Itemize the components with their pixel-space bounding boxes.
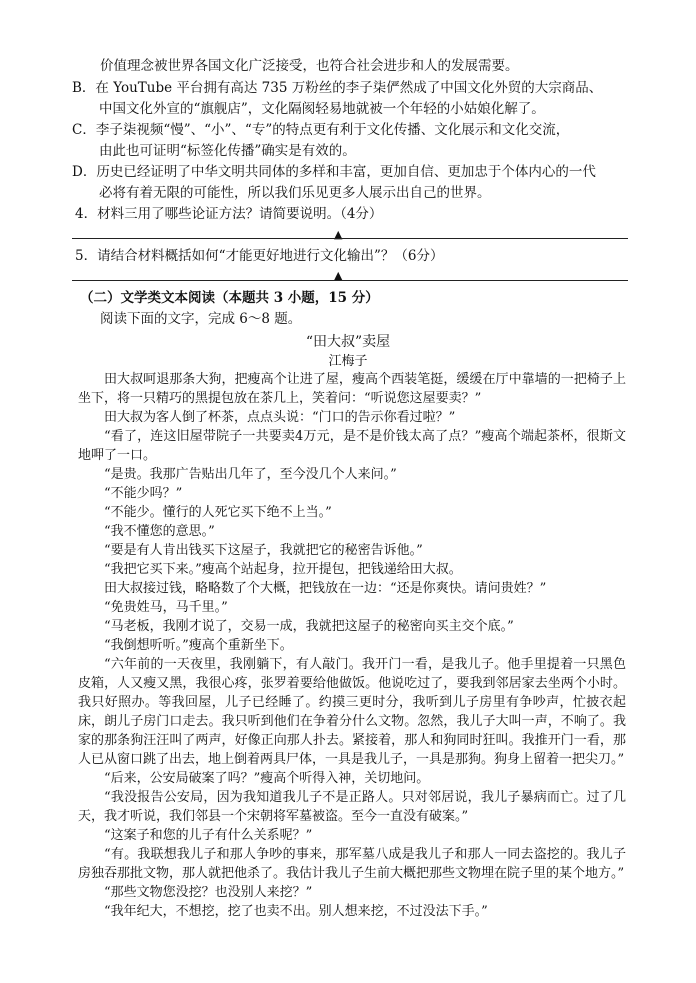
- section-heading: （二）文学类文本阅读（本题共 3 小题，15 分）: [80, 290, 379, 306]
- paragraph: 田大叔为客人倒了杯茶，点点头说：“门口的告示你看过啦？”: [104, 410, 456, 425]
- paragraph: “是贵。我那广告贴出几年了，至今没几个人来问。”: [104, 467, 397, 482]
- paragraph: “后来，公安局破案了吗？”瘦高个听得入神，关切地问。: [104, 771, 430, 786]
- question-5: 5．请结合材料概括如何“才能更好地进行文化输出”？（6分）: [75, 248, 444, 264]
- story-author: 江梅子: [328, 354, 368, 369]
- paragraph: “我倒想听听。”瘦高个重新坐下。: [104, 638, 293, 653]
- paragraph: “这案子和您的儿子有什么关系呢？”: [104, 828, 313, 843]
- paragraph: “不能少吗？”: [104, 486, 183, 501]
- paragraph: “不能少。懂行的人死它买下绝不上当。”: [104, 505, 332, 520]
- paragraph: “有。我联想我儿子和那人争吵的事来，那军墓八成是我儿子和那人一同去盗挖的。我儿子房独吞那批文物，那人就把他杀了。我估计我儿子生前大概把那些文物埋在院子里的某个地方。”: [78, 847, 626, 881]
- section-instruction: 阅读下面的文字，完成 6～8 题。: [100, 311, 302, 327]
- option-d-continuation: 必将有着无限的可能性，所以我们乐见更多人展示出自己的世界。: [99, 185, 491, 201]
- answer-marker: ▲: [334, 228, 343, 241]
- option-a-continuation: 价值理念被世界各国文化广泛接受，也符合社会进步和人的发展需要。: [100, 58, 519, 74]
- story-title: “田大叔”卖屋: [305, 334, 391, 350]
- option-b-continuation: 中国文化外宣的“旗舰店”，文化隔阂轻易地就被一个年轻的小姑娘化解了。: [99, 101, 545, 117]
- paragraph: “免贵姓马，马千里。”: [104, 600, 228, 615]
- paragraph: “我不懂您的意思。”: [104, 524, 215, 539]
- paragraph: “六年前的一天夜里，我刚躺下，有人敲门。我开门一看，是我儿子。他手里提着一只黑色皮箱，人又瘦又黑，我很心疼，张罗着要给他做饭。他说吃过了，要我到邻居家去坐两个小时。我只好照办。等我回屋，儿子已经睡了。约摸三更时分，我听到儿子房里有争吵声，忙披衣起床，朗儿子房门口走去。我只听到他们在争着分什么文物。忽然，我儿子大叫一声，不响了。我家的那条狗汪汪叫了两声，好像正向那人扑去。紧接着，那人和狗同时狂叫。我推开门一看，那人已从窗口跳了出去，地上倒着两具尸体，一具是我儿子，一具是那狗。狗身上留着一把尖刀。”: [78, 657, 626, 767]
- paragraph: “我年纪大，不想挖，挖了也卖不出。别人想来挖，不过没法下手。”: [104, 904, 488, 919]
- paragraph: “看了，连这旧屋带院子一共要卖4万元，是不是价钱太高了点？”瘦高个端起茶杯，很斯文地呷了一口。: [78, 429, 626, 463]
- paragraph: “我没报告公安局，因为我知道我儿子不是正路人。只对邻居说，我儿子暴病而亡。过了几天，我才听说，我们邻县一个宋朝将军墓被盗。至今一直没有破案。”: [78, 790, 626, 824]
- answer-marker: ▲: [334, 269, 343, 282]
- paragraph: “马老板，我刚才说了，交易一成，我就把这屋子的秘密向买主交个底。”: [104, 619, 514, 634]
- paragraph: “要是有人肯出钱买下这屋子，我就把它的秘密告诉他。”: [104, 543, 423, 558]
- answer-rule: [72, 238, 628, 239]
- story-body: [78, 370, 626, 921]
- question-4: 4．材料三用了哪些论证方法？请简要说明。（4分）: [75, 206, 383, 222]
- option-c: C．李子柒视频“慢”、“小”、“专”的特点更有利于文化传播、文化展示和文化交流，: [72, 122, 570, 138]
- option-d: D．历史已经证明了中华文明共同体的多样和丰富，更加自信、更加忠于个体内心的一代: [72, 164, 596, 180]
- paragraph: “我把它买下来。”瘦高个站起身，拉开提包，把钱递给田大叔。: [104, 562, 462, 577]
- answer-rule: [72, 280, 628, 281]
- option-c-continuation: 由此也可证明“标签化传播”确实是有效的。: [99, 143, 356, 159]
- paragraph: 田大叔接过钱，略略数了个大概，把钱放在一边：“还是你爽快。请问贵姓？”: [104, 581, 547, 596]
- paragraph: 田大叔呵退那条大狗，把瘦高个让进了屋，瘦高个西装笔挺，缓缓在厅中靠墙的一把椅子上坐下，将一只精巧的黑提包放在茶几上，笑着问：“听说您这屋要卖？”: [78, 372, 626, 406]
- option-b: B．在 YouTube 平台拥有高达 735 万粉丝的李子柒俨然成了中国文化外贸的大宗商品、: [72, 80, 603, 96]
- paragraph: “那些文物您没挖？也没别人来挖？”: [104, 885, 313, 900]
